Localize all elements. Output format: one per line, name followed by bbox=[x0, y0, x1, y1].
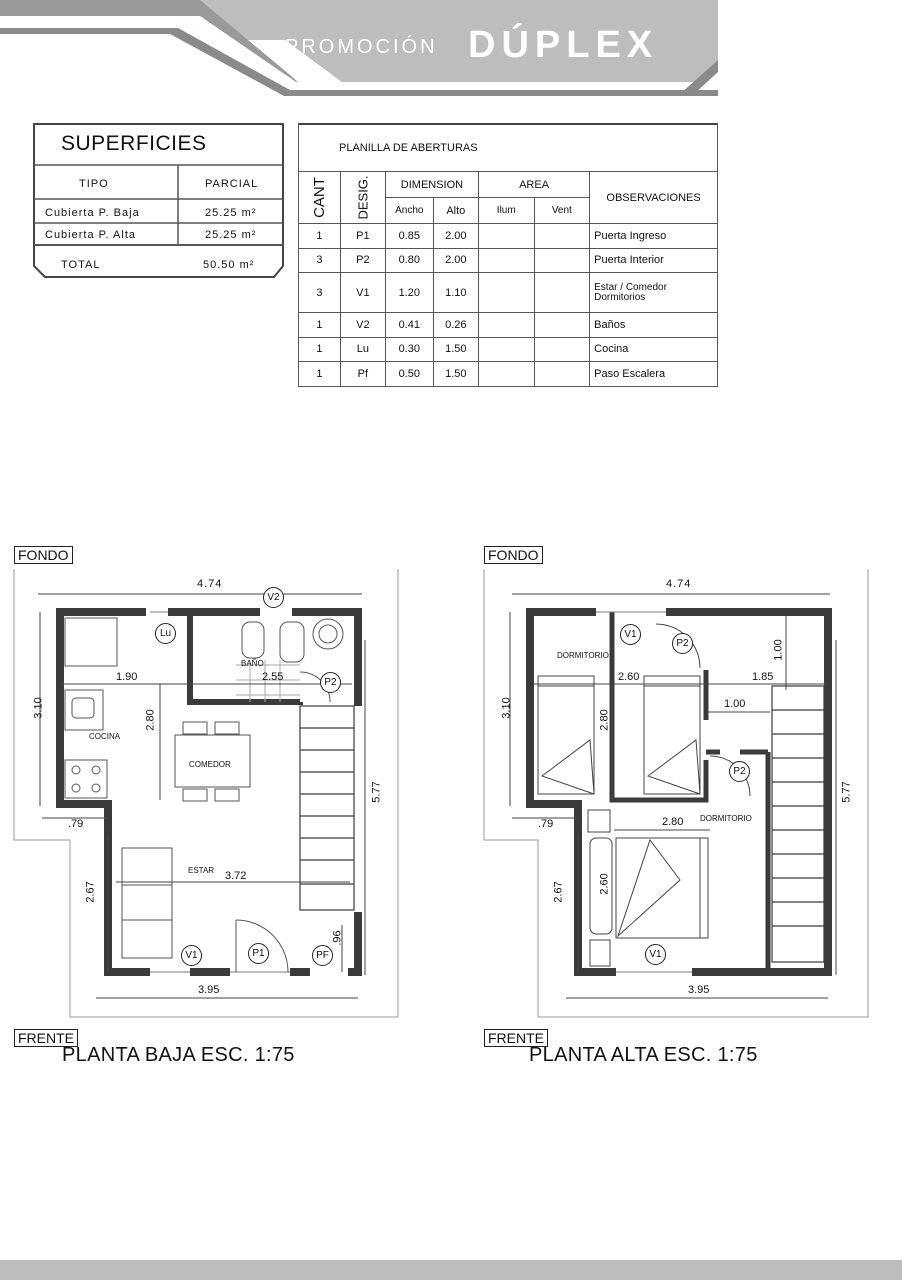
tag-v1b: V1 bbox=[645, 944, 666, 965]
header-ancho: Ancho bbox=[385, 198, 433, 224]
tag-p1: P1 bbox=[248, 943, 269, 964]
promo-label: PROMOCIÓN bbox=[285, 36, 438, 58]
dim-d4: 2.80 bbox=[662, 816, 684, 828]
room-dorm2: DORMITORIO bbox=[700, 814, 752, 823]
dim-left-upper: 3.10 bbox=[32, 697, 45, 719]
cell-obs: Estar / Comedor Dormitorios bbox=[590, 273, 718, 313]
cell-cant: 3 bbox=[299, 273, 341, 313]
dim-top: 4.74 bbox=[666, 578, 692, 590]
dim-d1v: 2.80 bbox=[598, 709, 611, 731]
cell-ancho: 0.50 bbox=[385, 362, 433, 387]
cell-ancho: 0.80 bbox=[385, 248, 433, 273]
dim-left-lower: 2.67 bbox=[552, 881, 565, 903]
dim-top: 4.74 bbox=[197, 578, 223, 590]
cell-ancho: 1.20 bbox=[385, 273, 433, 313]
cell-desig: P2 bbox=[340, 248, 385, 273]
frente-label-baja: FRENTE bbox=[14, 1030, 78, 1048]
fondo-label-baja: FONDO bbox=[14, 547, 73, 565]
cell-obs: Puerta Interior bbox=[590, 248, 718, 273]
cell-cant: 1 bbox=[299, 337, 341, 362]
tag-v2: V2 bbox=[263, 587, 284, 608]
dim-step: .79 bbox=[538, 818, 554, 830]
cell-alto: 0.26 bbox=[433, 313, 478, 338]
cell-desig: V1 bbox=[340, 273, 385, 313]
footer-bar bbox=[0, 1260, 902, 1280]
cell-obs: Baños bbox=[590, 313, 718, 338]
cell-alto: 1.10 bbox=[433, 273, 478, 313]
cell-desig: V2 bbox=[340, 313, 385, 338]
cell-desig: Pf bbox=[340, 362, 385, 387]
cell-obs: Cocina bbox=[590, 337, 718, 362]
cell-cant: 1 bbox=[299, 313, 341, 338]
header-ilum: Ilum bbox=[479, 198, 535, 224]
dim-d1: 2.60 bbox=[618, 671, 640, 683]
cell-alto: 1.50 bbox=[433, 337, 478, 362]
cell-alto: 1.50 bbox=[433, 362, 478, 387]
col-parcial: PARCIAL bbox=[205, 178, 259, 190]
dim-right: 5.77 bbox=[840, 781, 853, 803]
row-tipo: Cubierta P. Alta bbox=[45, 229, 137, 241]
room-dorm1: DORMITORIO bbox=[557, 651, 609, 660]
cell-alto: 2.00 bbox=[433, 224, 478, 249]
planta-alta-title: PLANTA ALTA ESC. 1:75 bbox=[529, 1044, 758, 1066]
tag-p2: P2 bbox=[320, 672, 341, 693]
row-parcial: 25.25 m² bbox=[205, 229, 257, 241]
header-cant: CANT bbox=[310, 177, 328, 218]
dim-left-lower: 2.67 bbox=[84, 881, 97, 903]
row-tipo: Cubierta P. Baja bbox=[45, 207, 140, 219]
dim-right: 5.77 bbox=[370, 781, 383, 803]
superficies-title: SUPERFICIES bbox=[61, 132, 207, 155]
cell-desig: P1 bbox=[340, 224, 385, 249]
dim-left-upper: 3.10 bbox=[500, 697, 513, 719]
tag-v1a: V1 bbox=[620, 624, 641, 645]
total-label: TOTAL bbox=[61, 259, 101, 271]
room-estar: ESTAR bbox=[188, 866, 215, 875]
dim-d3: 1.00 bbox=[724, 698, 746, 710]
cell-ancho: 0.41 bbox=[385, 313, 433, 338]
planta-baja-title: PLANTA BAJA ESC. 1:75 bbox=[62, 1044, 295, 1066]
tag-v1: V1 bbox=[181, 945, 202, 966]
tag-pf: PF bbox=[312, 945, 333, 966]
fondo-label-alta: FONDO bbox=[484, 547, 543, 565]
row-parcial: 25.25 m² bbox=[205, 207, 257, 219]
tag-p2a: P2 bbox=[672, 633, 693, 654]
header-title: DÚPLEX bbox=[468, 24, 659, 66]
cell-obs: Paso Escalera bbox=[590, 362, 718, 387]
dim-d3v: 1.00 bbox=[772, 639, 785, 661]
dim-bath: 2.55 bbox=[262, 671, 284, 683]
tag-lu: Lu bbox=[155, 623, 176, 644]
header-observaciones: OBSERVACIONES bbox=[590, 172, 718, 224]
header-alto: Alto bbox=[433, 198, 478, 224]
cell-cant: 3 bbox=[299, 248, 341, 273]
dim-pf: .96 bbox=[331, 930, 344, 946]
dim-estar: 3.72 bbox=[225, 870, 247, 882]
cell-alto: 2.00 bbox=[433, 248, 478, 273]
cell-ancho: 0.85 bbox=[385, 224, 433, 249]
dim-bottom: 3.95 bbox=[198, 984, 220, 996]
room-cocina: COCINA bbox=[89, 732, 121, 741]
dim-kitchen: 1.90 bbox=[116, 671, 138, 683]
dim-d5: 2.60 bbox=[598, 873, 611, 895]
dim-height: 2.80 bbox=[144, 709, 157, 731]
room-bano: BAÑO bbox=[241, 659, 264, 668]
header-dimension: DIMENSION bbox=[385, 172, 478, 198]
total-value: 50.50 m² bbox=[203, 259, 255, 271]
tag-p2b: P2 bbox=[729, 761, 750, 782]
planilla-title: PLANILLA DE ABERTURAS bbox=[299, 124, 718, 172]
cell-obs: Puerta Ingreso bbox=[590, 224, 718, 249]
header-desig: DESIG. bbox=[355, 175, 371, 220]
frente-label-alta: FRENTE bbox=[484, 1030, 548, 1048]
room-comedor: COMEDOR bbox=[189, 760, 231, 769]
cell-desig: Lu bbox=[340, 337, 385, 362]
dim-d2: 1.85 bbox=[752, 671, 774, 683]
cell-cant: 1 bbox=[299, 362, 341, 387]
cell-ancho: 0.30 bbox=[385, 337, 433, 362]
header-vent: Vent bbox=[534, 198, 590, 224]
col-tipo: TIPO bbox=[79, 178, 109, 190]
header-area: AREA bbox=[479, 172, 590, 198]
dim-step: .79 bbox=[68, 818, 84, 830]
dim-bottom: 3.95 bbox=[688, 984, 710, 996]
cell-cant: 1 bbox=[299, 224, 341, 249]
